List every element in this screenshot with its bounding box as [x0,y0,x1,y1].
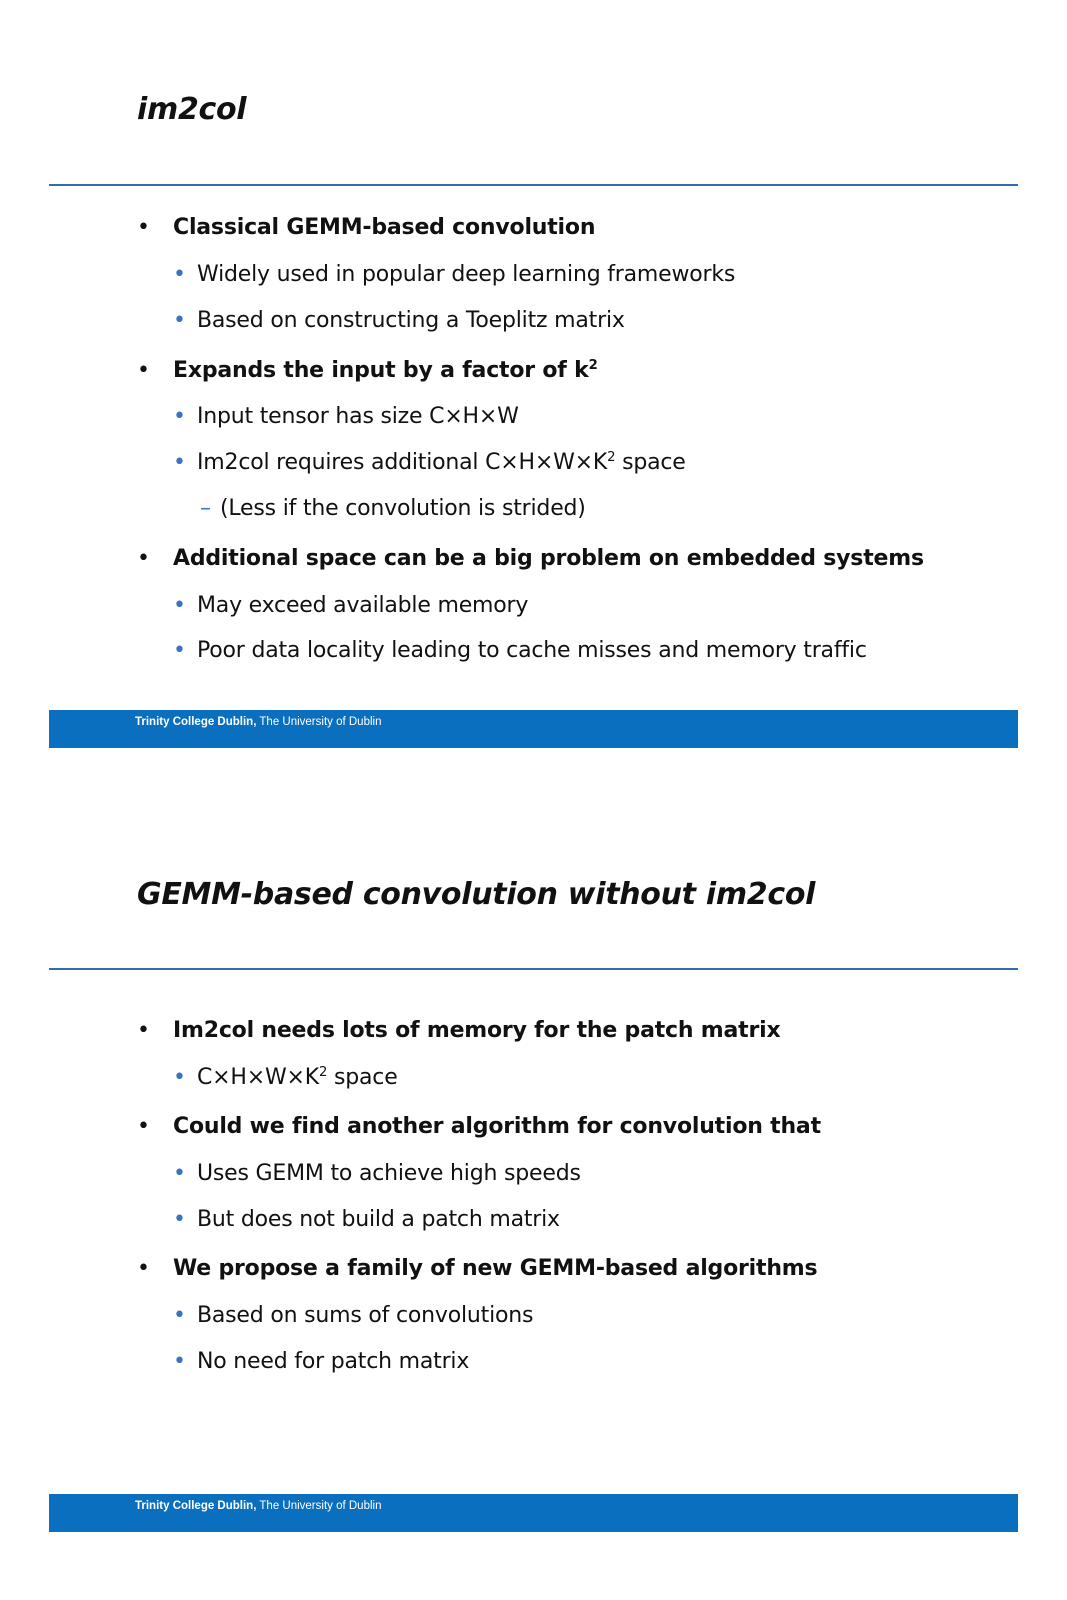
sub-bullet-text: Input tensor has size C×H×W [197,404,519,429]
superscript: 2 [319,1065,328,1081]
sub-bullet-marker: • [173,308,186,333]
footer-bar [49,1494,1018,1532]
superscript: 2 [588,358,598,374]
bullet-text [173,357,598,385]
dash-marker: – [200,496,211,521]
bullet-marker: • [137,215,150,240]
sub-bullet-marker: • [173,450,186,475]
sub-bullet-text-main: C×H×W×K [197,1065,319,1090]
sub-bullet-marker: • [173,593,186,618]
sub-bullet-marker: • [173,262,186,287]
sub-bullet-text: Widely used in popular deep learning frameworks [197,262,736,287]
bullet-marker: • [137,1256,150,1281]
sub-bullet-marker: • [173,1349,186,1374]
footer-institution: Trinity College Dublin, [135,716,257,728]
sub-bullet-marker: • [173,1207,186,1232]
footer-bar [49,710,1018,748]
sub-bullet-marker: • [173,638,186,663]
sub-bullet-text: Based on sums of convolutions [197,1303,534,1328]
sub-bullet-text: May exceed available memory [197,593,529,618]
dash-text: (Less if the convolution is strided) [220,496,586,521]
sub-bullet-text-tail: space [615,450,686,475]
sub-bullet-text: But does not build a patch matrix [197,1207,560,1232]
sub-bullet-text: Uses GEMM to achieve high speeds [197,1161,581,1186]
sub-bullet-marker: • [173,1161,186,1186]
bullet-text: Could we find another algorithm for convolution that [173,1114,821,1139]
sub-bullet-text [197,1064,398,1092]
sub-bullet-marker: • [173,1303,186,1328]
slide-title: im2col [137,92,247,127]
sub-bullet-text: No need for patch matrix [197,1349,470,1374]
bullet-text-main: Expands the input by a factor of k [173,358,589,383]
footer-university: The University of Dublin [256,1500,382,1512]
footer-institution: Trinity College Dublin, [135,1500,257,1512]
slide-title: GEMM-based convolution without im2col [137,877,816,912]
sub-bullet-marker: • [173,404,186,429]
bullet-text: Classical GEMM-based convolution [173,215,596,240]
title-divider [49,968,1018,970]
sub-bullet-text: Based on constructing a Toeplitz matrix [197,308,625,333]
footer-university: The University of Dublin [256,716,382,728]
footer-text [135,716,381,728]
superscript: 2 [607,450,616,466]
sub-bullet-text-main: Im2col requires additional C×H×W×K [197,450,608,475]
bullet-text: Additional space can be a big problem on embedded systems [173,546,924,571]
footer-text [135,1500,381,1512]
bullet-text: We propose a family of new GEMM-based algorithms [173,1256,818,1281]
sub-bullet-text [197,449,686,477]
bullet-text: Im2col needs lots of memory for the patch matrix [173,1018,781,1043]
bullet-marker: • [137,1018,150,1043]
title-divider [49,184,1018,186]
sub-bullet-text: Poor data locality leading to cache misses and memory traffic [197,638,867,663]
bullet-marker: • [137,1114,150,1139]
sub-bullet-marker: • [173,1065,186,1090]
sub-bullet-text-tail: space [327,1065,398,1090]
bullet-marker: • [137,358,150,383]
bullet-marker: • [137,546,150,571]
